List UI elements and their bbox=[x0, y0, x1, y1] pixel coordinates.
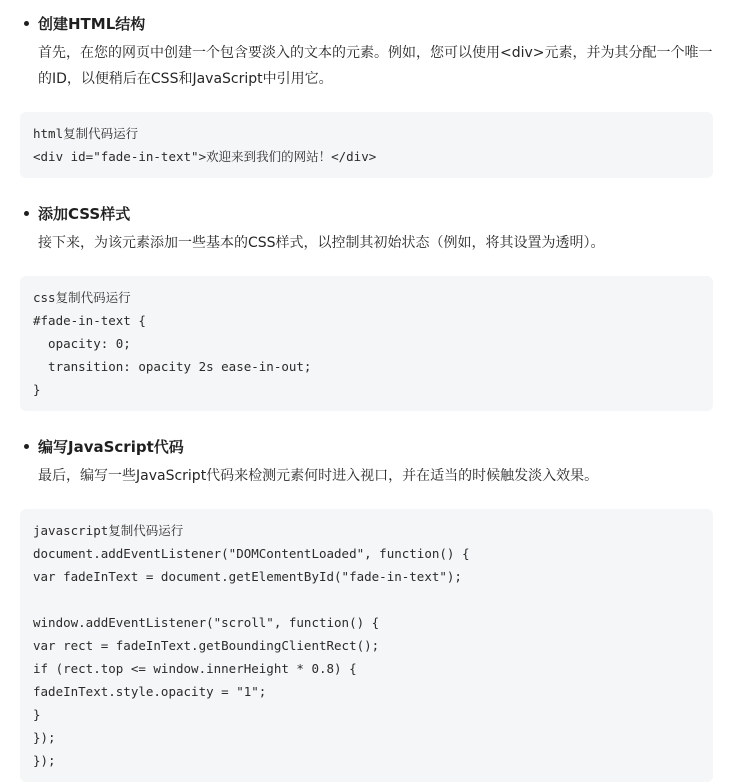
code-line: transition: opacity 2s ease-in-out; bbox=[33, 359, 312, 374]
code-line: if (rect.top <= window.innerHeight * 0.8) { bbox=[33, 661, 357, 676]
step-title: 添加CSS样式 bbox=[38, 205, 131, 223]
code-line: document.addEventListener("DOMContentLoaded", function() { bbox=[33, 546, 470, 561]
step-section-html bbox=[20, 12, 713, 178]
code-line: fadeInText.style.opacity = "1"; bbox=[33, 684, 267, 699]
code-language-label: javascript复制代码运行 bbox=[33, 523, 184, 538]
step-item-javascript bbox=[20, 435, 713, 489]
step-section-css bbox=[20, 202, 713, 411]
step-description: 首先，在您的网页中创建一个包含要淡入的文本的元素。例如，您可以使用<div>元素，并为其分配一个唯一的ID，以便稍后在CSS和JavaScript中引用它。 bbox=[38, 45, 713, 87]
code-line: #fade-in-text { bbox=[33, 313, 146, 328]
code-block-css[interactable] bbox=[20, 276, 713, 411]
code-line: var rect = fadeInText.getBoundingClientRect(); bbox=[33, 638, 380, 653]
code-block-javascript[interactable] bbox=[20, 509, 713, 782]
step-description: 最后，编写一些JavaScript代码来检测元素何时进入视口，并在适当的时候触发淡入效果。 bbox=[38, 468, 599, 484]
step-title: 创建HTML结构 bbox=[38, 15, 146, 33]
code-line: }); bbox=[33, 730, 56, 745]
code-line: window.addEventListener("scroll", function() { bbox=[33, 615, 380, 630]
code-line: var fadeInText = document.getElementById("fade-in-text"); bbox=[33, 569, 462, 584]
code-line: opacity: 0; bbox=[33, 336, 131, 351]
step-description: 接下来，为该元素添加一些基本的CSS样式，以控制其初始状态（例如，将其设置为透明）。 bbox=[38, 235, 605, 251]
code-line: } bbox=[33, 382, 41, 397]
code-line bbox=[33, 588, 701, 611]
step-section-javascript bbox=[20, 435, 713, 782]
bullet-icon bbox=[24, 444, 29, 449]
code-language-label: html复制代码运行 bbox=[33, 126, 139, 141]
code-language-label: css复制代码运行 bbox=[33, 290, 131, 305]
code-line: }); bbox=[33, 753, 56, 768]
bullet-icon bbox=[24, 21, 29, 26]
code-line: } bbox=[33, 707, 41, 722]
code-block-html[interactable] bbox=[20, 112, 713, 178]
code-line: <div id="fade-in-text">欢迎来到我们的网站！</div> bbox=[33, 149, 377, 164]
bullet-icon bbox=[24, 211, 29, 216]
step-title: 编写JavaScript代码 bbox=[38, 438, 184, 456]
step-item-css bbox=[20, 202, 713, 256]
step-item-html bbox=[20, 12, 713, 92]
